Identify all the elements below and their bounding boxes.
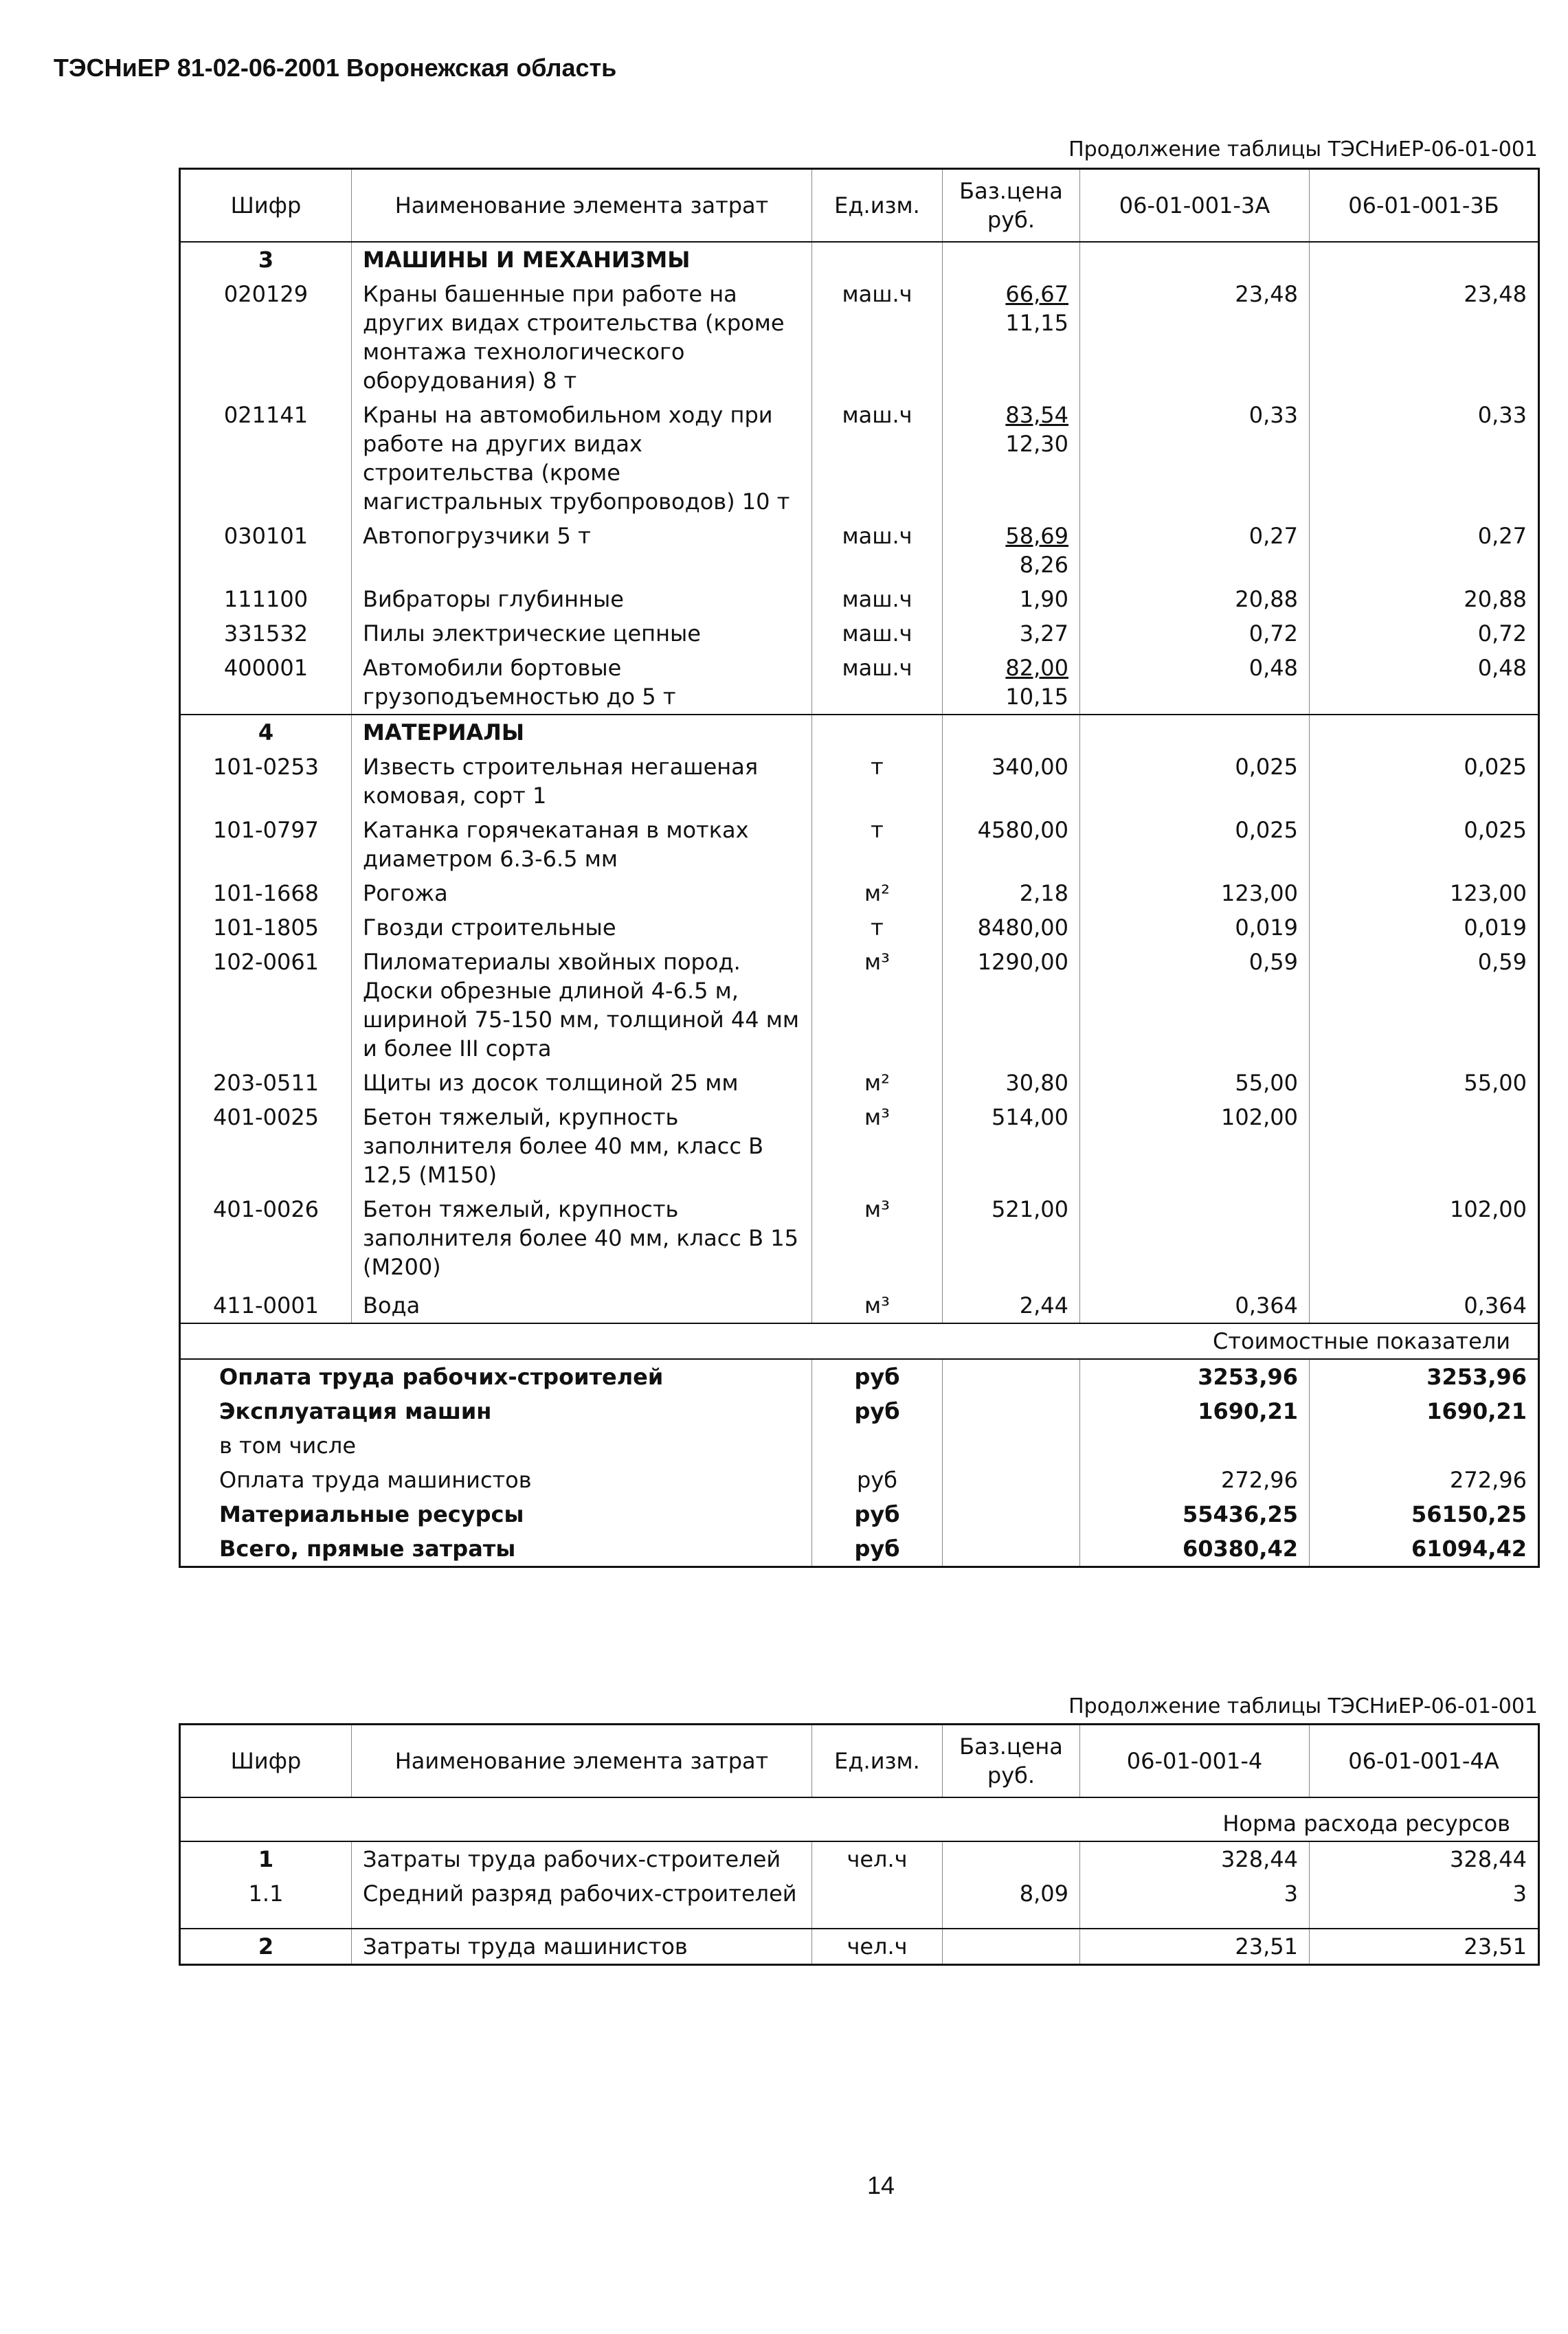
row-price: 2,18	[943, 876, 1080, 910]
row-value-b: 0,025	[1310, 750, 1539, 813]
cost-row	[180, 1463, 1539, 1497]
row-value-b: 328,44	[1310, 1841, 1539, 1876]
row-code: 400001	[223, 654, 309, 681]
row-value-a: 23,48	[1080, 277, 1310, 398]
row-unit: маш.ч	[812, 519, 943, 582]
cost-row	[180, 1497, 1539, 1531]
cost-value-b	[1310, 1428, 1539, 1463]
row-value-a: 102,00	[1080, 1100, 1310, 1192]
row-value-b: 0,59	[1310, 945, 1539, 1066]
row-unit: маш.ч	[812, 582, 943, 616]
row-name: Затраты труда машинистов	[352, 1929, 812, 1965]
row-value-b: 23,51	[1310, 1929, 1539, 1965]
row-code: 030101	[223, 522, 309, 549]
norm-caption-row	[180, 1797, 1539, 1841]
row-name: Пилы электрические цепные	[352, 616, 812, 651]
row-code: 101-0253	[212, 753, 320, 780]
row-name: Гвозди строительные	[352, 910, 812, 945]
row-value-b: 0,33	[1310, 398, 1539, 519]
price-secondary: 10,15	[1005, 683, 1068, 710]
row-price	[943, 1929, 1080, 1965]
row-value-b: 0,364	[1310, 1288, 1539, 1323]
cost-value-a	[1080, 1428, 1310, 1463]
table-row	[180, 398, 1539, 519]
row-code: 1.1	[248, 1880, 284, 1907]
cost-row	[180, 1359, 1539, 1394]
row-code: 102-0061	[212, 948, 320, 975]
row-value-b: 123,00	[1310, 876, 1539, 910]
row-value-b: 20,88	[1310, 582, 1539, 616]
header-unit: Ед.изм.	[812, 1725, 943, 1797]
row-value-a: 0,019	[1080, 910, 1310, 945]
row-value-a: 0,27	[1080, 519, 1310, 582]
row-unit: маш.ч	[812, 277, 943, 398]
header-code: Шифр	[180, 169, 352, 242]
row-code: 411-0001	[212, 1292, 320, 1319]
row-value-a: 3	[1080, 1876, 1310, 1929]
cost-value-b: 3253,96	[1310, 1359, 1539, 1394]
price-secondary: 11,15	[1005, 309, 1068, 336]
table-row	[180, 519, 1539, 582]
price-main: 83,54	[1005, 401, 1068, 428]
row-code: 203-0511	[212, 1069, 320, 1096]
row-value-b: 3	[1310, 1876, 1539, 1929]
row-value-b: 0,025	[1310, 813, 1539, 876]
row-value-b: 0,48	[1310, 651, 1539, 715]
table-continuation-caption: Продолжение таблицы ТЭСНиЕР-06-01-001	[1068, 1694, 1538, 1718]
cost-unit: руб	[812, 1497, 943, 1531]
cost-value-a: 1690,21	[1080, 1394, 1310, 1428]
header-col-4a: 06-01-001-4А	[1310, 1725, 1539, 1797]
section-row	[180, 242, 1539, 277]
section-code: 4	[180, 715, 352, 750]
row-value-a: 0,72	[1080, 616, 1310, 651]
cost-value-b: 272,96	[1310, 1463, 1539, 1497]
cost-unit: руб	[812, 1359, 943, 1394]
row-code: 111100	[223, 585, 309, 612]
row-price: 521,00	[943, 1192, 1080, 1288]
row-code: 101-1668	[212, 879, 320, 906]
row-unit: т	[812, 910, 943, 945]
price-main: 82,00	[1005, 654, 1068, 681]
row-value-b: 23,48	[1310, 277, 1539, 398]
table-row	[180, 945, 1539, 1066]
row-name: Пиломатериалы хвойных пород. Доски обрезные длиной 4-6.5 м, шириной 75-150 мм, толщиной 44 мм и более III сорта	[352, 945, 812, 1066]
cost-unit: руб	[812, 1394, 943, 1428]
row-name: Бетон тяжелый, крупность заполнителя более 40 мм, класс В 12,5 (М150)	[352, 1100, 812, 1192]
row-price	[943, 1841, 1080, 1876]
table-row	[180, 277, 1539, 398]
table-row	[180, 750, 1539, 813]
row-code: 101-0797	[212, 816, 320, 843]
cost-value-a: 272,96	[1080, 1463, 1310, 1497]
page-number: 14	[867, 2171, 895, 2199]
cost-caption: Стоимостные показатели	[180, 1323, 1539, 1359]
row-value-a: 0,364	[1080, 1288, 1310, 1323]
table-continuation-caption: Продолжение таблицы ТЭСНиЕР-06-01-001	[1068, 137, 1538, 161]
row-code: 2	[180, 1929, 352, 1965]
price-main: 66,67	[1005, 280, 1068, 307]
header-col-3a: 06-01-001-3А	[1080, 169, 1310, 242]
row-price: 514,00	[943, 1100, 1080, 1192]
table-row	[180, 813, 1539, 876]
row-value-a: 0,59	[1080, 945, 1310, 1066]
row-unit: м²	[812, 876, 943, 910]
table-row	[180, 1929, 1539, 1965]
row-unit: м³	[812, 1288, 943, 1323]
norm-caption: Норма расхода ресурсов	[180, 1797, 1539, 1841]
row-unit: чел.ч	[812, 1929, 943, 1965]
table-row	[180, 1192, 1539, 1288]
row-price: 30,80	[943, 1066, 1080, 1100]
row-value-a: 23,51	[1080, 1929, 1310, 1965]
row-name: Катанка горячекатаная в мотках диаметром 6.3-6.5 мм	[352, 813, 812, 876]
cost-label: Материальные ресурсы	[219, 1501, 524, 1527]
cost-row	[180, 1531, 1539, 1567]
row-code: 331532	[223, 620, 309, 647]
row-value-a: 20,88	[1080, 582, 1310, 616]
row-code: 020129	[223, 280, 309, 307]
row-name: Известь строительная негашеная комовая, сорт 1	[352, 750, 812, 813]
row-value-b: 0,27	[1310, 519, 1539, 582]
price-main: 58,69	[1005, 522, 1068, 549]
cost-label: в том числе	[219, 1432, 356, 1459]
row-value-b: 0,019	[1310, 910, 1539, 945]
row-price	[943, 651, 1080, 715]
row-name: Затраты труда рабочих-строителей	[352, 1841, 812, 1876]
section-code: 3	[258, 246, 274, 273]
row-unit	[812, 1876, 943, 1929]
row-name: Автопогрузчики 5 т	[352, 519, 812, 582]
row-name: Бетон тяжелый, крупность заполнителя более 40 мм, класс В 15 (М200)	[352, 1192, 812, 1288]
row-value-a: 0,025	[1080, 813, 1310, 876]
cost-unit: руб	[812, 1531, 943, 1567]
row-code: 401-0025	[212, 1103, 320, 1130]
row-code: 1	[258, 1845, 274, 1872]
table-row	[180, 1066, 1539, 1100]
cost-value-a: 60380,42	[1080, 1531, 1310, 1567]
table-header-row	[180, 1725, 1539, 1797]
row-value-a: 328,44	[1080, 1841, 1310, 1876]
row-unit: м²	[812, 1066, 943, 1100]
header-code: Шифр	[180, 1725, 352, 1797]
section-row	[180, 715, 1539, 750]
row-unit: маш.ч	[812, 616, 943, 651]
row-name: Краны башенные при работе на других видах строительства (кроме монтажа технологического оборудования) 8 т	[352, 277, 812, 398]
row-name: Рогожа	[352, 876, 812, 910]
row-price	[943, 398, 1080, 519]
row-unit: м³	[812, 1192, 943, 1288]
row-price: 1290,00	[943, 945, 1080, 1066]
cost-value-a: 3253,96	[1080, 1359, 1310, 1394]
row-value-b	[1310, 1100, 1539, 1192]
row-value-b: 0,72	[1310, 616, 1539, 651]
header-name: Наименование элемента затрат	[352, 169, 812, 242]
cost-label: Оплата труда машинистов	[219, 1466, 532, 1493]
table-row	[180, 910, 1539, 945]
resource-table-1	[179, 168, 1540, 1568]
resource-table-2	[179, 1723, 1540, 1966]
row-name: Щиты из досок толщиной 25 мм	[352, 1066, 812, 1100]
cost-unit	[812, 1428, 943, 1463]
table-row	[180, 651, 1539, 715]
row-code: 021141	[223, 401, 309, 428]
row-value-b: 102,00	[1310, 1192, 1539, 1288]
row-unit: чел.ч	[812, 1841, 943, 1876]
cost-row	[180, 1428, 1539, 1463]
row-price: 8,09	[943, 1876, 1080, 1929]
row-unit: м³	[812, 945, 943, 1066]
row-name: Автомобили бортовые грузоподъемностью до 5 т	[352, 651, 812, 715]
cost-label: Эксплуатация машин	[219, 1398, 492, 1424]
table-row	[180, 876, 1539, 910]
row-value-a: 0,48	[1080, 651, 1310, 715]
row-name: Краны на автомобильном ходу при работе на других видах строительства (кроме магистральных трубопроводов) 10 т	[352, 398, 812, 519]
row-value-a: 0,33	[1080, 398, 1310, 519]
row-price: 340,00	[943, 750, 1080, 813]
row-unit: маш.ч	[812, 651, 943, 715]
section-name: МАТЕРИАЛЫ	[352, 715, 812, 750]
table-row	[180, 616, 1539, 651]
table-row	[180, 1876, 1539, 1929]
row-name: Средний разряд рабочих-строителей	[352, 1876, 812, 1929]
header-base-price: Баз.цена руб.	[943, 1725, 1080, 1797]
row-price: 1,90	[943, 582, 1080, 616]
row-price: 4580,00	[943, 813, 1080, 876]
cost-value-b: 61094,42	[1310, 1531, 1539, 1567]
row-price: 3,27	[943, 616, 1080, 651]
price-secondary: 8,26	[1019, 551, 1068, 578]
price-secondary: 12,30	[1005, 430, 1068, 457]
row-price	[943, 277, 1080, 398]
cost-value-b: 56150,25	[1310, 1497, 1539, 1531]
cost-row	[180, 1394, 1539, 1428]
header-base-price: Баз.цена руб.	[943, 169, 1080, 242]
row-value-a	[1080, 1192, 1310, 1288]
row-code: 401-0026	[212, 1196, 320, 1222]
row-value-a: 0,025	[1080, 750, 1310, 813]
cost-label: Всего, прямые затраты	[219, 1535, 516, 1562]
row-price: 8480,00	[943, 910, 1080, 945]
header-col-4: 06-01-001-4	[1080, 1725, 1310, 1797]
row-value-a: 123,00	[1080, 876, 1310, 910]
cost-label: Оплата труда рабочих-строителей	[219, 1363, 664, 1390]
header-unit: Ед.изм.	[812, 169, 943, 242]
row-price: 2,44	[943, 1288, 1080, 1323]
cost-value-a: 55436,25	[1080, 1497, 1310, 1531]
cost-caption-row	[180, 1323, 1539, 1359]
row-value-a: 55,00	[1080, 1066, 1310, 1100]
table-row	[180, 1288, 1539, 1323]
header-col-3b: 06-01-001-3Б	[1310, 169, 1539, 242]
table-row	[180, 1841, 1539, 1876]
cost-unit: руб	[812, 1463, 943, 1497]
row-unit: маш.ч	[812, 398, 943, 519]
cost-value-b: 1690,21	[1310, 1394, 1539, 1428]
table-row	[180, 582, 1539, 616]
row-value-b: 55,00	[1310, 1066, 1539, 1100]
row-unit: м³	[812, 1100, 943, 1192]
row-name: Вода	[352, 1288, 812, 1323]
row-price	[943, 519, 1080, 582]
row-code: 101-1805	[212, 914, 320, 941]
table-row	[180, 1100, 1539, 1192]
section-name: МАШИНЫ И МЕХАНИЗМЫ	[352, 242, 812, 277]
header-name: Наименование элемента затрат	[352, 1725, 812, 1797]
row-name: Вибраторы глубинные	[352, 582, 812, 616]
table-header-row	[180, 169, 1539, 242]
row-unit: т	[812, 750, 943, 813]
row-unit: т	[812, 813, 943, 876]
document-title: ТЭСНиЕР 81-02-06-2001 Воронежская область	[54, 54, 617, 82]
